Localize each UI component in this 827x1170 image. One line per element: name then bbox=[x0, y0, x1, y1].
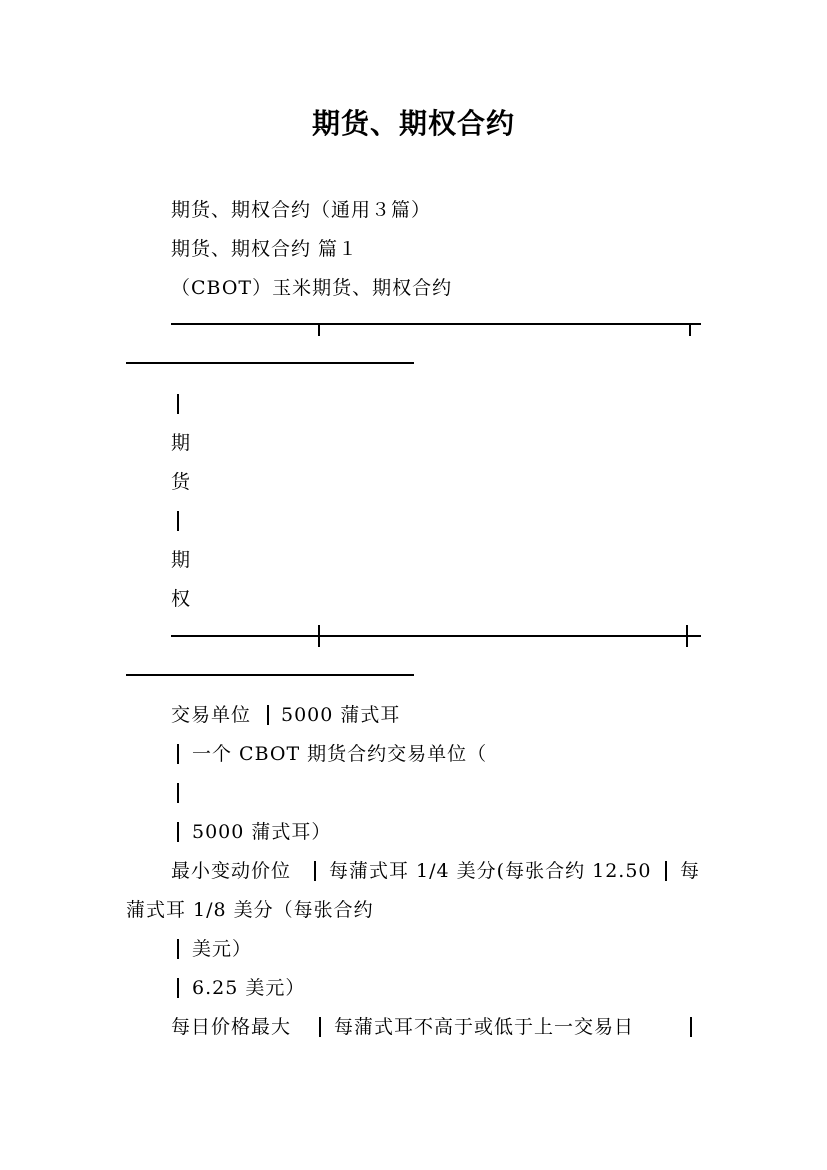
header-char-4: 权 bbox=[171, 588, 192, 610]
header-char-2: 货 bbox=[171, 471, 192, 493]
price-limit-value: 每蒲式耳不高于或低于上一交易日 bbox=[334, 1016, 635, 1038]
intro-line-2: 期货、期权合约 篇１ bbox=[171, 238, 359, 260]
table-top-border bbox=[171, 323, 701, 325]
trading-unit-description: 一个 CBOT 期货合约交易单位（ bbox=[192, 743, 488, 765]
intro-line-1: 期货、期权合约（通用３篇） bbox=[171, 199, 432, 221]
column-separator bbox=[665, 861, 667, 881]
min-tick-value-tail: 每 bbox=[680, 860, 701, 882]
column-separator bbox=[690, 1017, 692, 1037]
document-title: 期货、期权合约 bbox=[311, 107, 515, 140]
column-separator bbox=[177, 511, 179, 531]
trading-unit-value: 5000 蒲式耳 bbox=[281, 704, 401, 726]
header-char-1: 期 bbox=[171, 432, 192, 454]
table-header-divider-1 bbox=[318, 625, 320, 647]
column-separator bbox=[314, 861, 316, 881]
table-header-divider-2 bbox=[686, 625, 688, 647]
min-tick-line-2: 蒲式耳 1/8 美分（每张合约 bbox=[126, 899, 374, 921]
column-separator bbox=[319, 1017, 321, 1037]
column-separator bbox=[177, 939, 179, 959]
min-tick-label: 最小变动价位 bbox=[171, 860, 292, 882]
column-separator bbox=[267, 705, 269, 725]
table-header-border bbox=[171, 635, 701, 637]
column-separator bbox=[177, 978, 179, 998]
table-header-border-continued bbox=[126, 674, 414, 676]
trading-unit-description-2: 5000 蒲式耳） bbox=[192, 821, 332, 843]
table-top-divider-1 bbox=[318, 323, 320, 336]
min-tick-value: 每蒲式耳 1/4 美分(每张合约 12.50 bbox=[329, 860, 652, 882]
column-separator bbox=[177, 394, 179, 414]
trading-unit-label: 交易单位 bbox=[171, 704, 252, 726]
min-tick-usd-2: 6.25 美元） bbox=[192, 977, 306, 999]
intro-line-3: （CBOT）玉米期货、期权合约 bbox=[171, 277, 453, 299]
column-separator bbox=[177, 822, 179, 842]
table-top-divider-2 bbox=[689, 323, 691, 336]
min-tick-usd: 美元） bbox=[192, 938, 253, 960]
header-char-3: 期 bbox=[171, 549, 192, 571]
column-separator bbox=[177, 783, 179, 803]
column-separator bbox=[177, 744, 179, 764]
table-top-border-continued bbox=[126, 362, 414, 364]
price-limit-label: 每日价格最大 bbox=[171, 1016, 292, 1038]
